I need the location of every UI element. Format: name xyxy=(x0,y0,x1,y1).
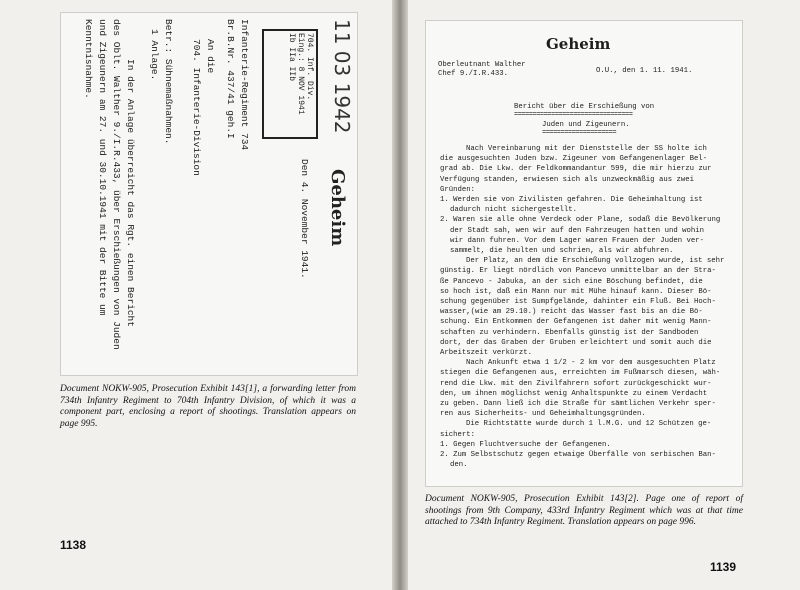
report-line: den. xyxy=(450,461,468,470)
stamp-line: Ib IIa IIb xyxy=(287,33,296,82)
title-underline: ==================== xyxy=(542,129,617,137)
report-line: ren aus Sicherheits- und Geheimhaltungsgründen. xyxy=(440,410,646,419)
report-line: sichert: xyxy=(440,430,476,439)
report-line: Nach Ankunft etwa 1 1/2 - 2 km vor dem ausgesuchten Platz xyxy=(466,359,716,368)
letter-body: und Zigeunern am 27. und 30.10.1941 mit der Bitte um xyxy=(97,19,108,316)
letter-subject: Betr.: Sühnemaßnahmen. xyxy=(163,19,174,145)
report-line: wasser,(wie am 29.10.) reicht das Wasser fast bis an die Bö- xyxy=(440,308,703,317)
letter-reference: Br.B.Nr. 437/41 geh.I xyxy=(225,19,236,139)
report-line: wir dann fuhren. Vor dem Lager waren Frauen der Juden ver- xyxy=(450,236,704,245)
stamp-line: Eing.: 8 NOV 1941 xyxy=(296,33,305,115)
report-line: ße Pancevo - Jabuka, an der sich eine Böschung befindet, die xyxy=(440,277,703,286)
report-line: Verfügung standen, erwiesen sich als unzweckmäßig aus zwei xyxy=(440,175,694,184)
letter-enclosure: 1 Anlage. xyxy=(149,29,160,81)
left-document-photo xyxy=(60,12,358,376)
right-page-number: 1139 xyxy=(710,560,737,574)
letter-body: des Oblt. Walther 9./I.R.433, über Erschießungen von Juden xyxy=(111,19,122,350)
letter-date: Den 4. November 1941. xyxy=(299,159,310,279)
report-line: den, um ihnen möglichst wenig Anhaltspunkte zu einem Verdacht xyxy=(440,389,708,398)
report-line: günstig. Er liegt nördlich von Pancevo unmittelbar an der Stra- xyxy=(440,267,716,276)
report-sender: Oberleutnant Walther xyxy=(438,61,526,69)
report-line: schung gegenüber ist Sumpfgelände, dahinter ein Fluß. Bei Hoch- xyxy=(440,298,716,306)
book-gutter xyxy=(392,0,408,590)
letter-sender: Infanterie-Regiment 734 xyxy=(239,19,250,151)
report-line: Der Platz, an dem die Erschießung vollzogen wurde, ist sehr xyxy=(466,257,725,266)
report-line: sammelt, die heulten und schrien, als wir abfuhren. xyxy=(450,247,674,255)
report-line: stiegen die Gefangenen aus, erreichten im Fußmarsch diesen, wäh- xyxy=(440,369,721,378)
report-line: 2. Zum Selbstschutz gegen etwaige Überfälle von serbischen Ban- xyxy=(440,451,716,459)
report-line: Die Richtstätte wurde durch 1 l.M.G. und 12 Schützen ge- xyxy=(466,420,712,429)
report-line: grad ab. Die Lkw. der Feldkommandantur 599, die mir hierzu zur xyxy=(440,165,712,174)
geheim-heading: Geheim xyxy=(327,169,348,247)
right-document-photo xyxy=(425,20,743,487)
report-line: schaften zu verhindern. Ebenfalls günstig ist der Sandboden xyxy=(440,328,699,337)
stamp-line: 704. Inf. Div. xyxy=(305,33,314,101)
left-page-number: 1138 xyxy=(60,538,87,552)
report-line: so hoch ist, daß ein Mann nur mit Mühe hinauf kann. Dieser Bö- xyxy=(440,287,712,296)
letter-to: An die xyxy=(205,39,216,74)
report-title: Juden und Zigeunern. xyxy=(542,121,630,129)
report-line: 1. Gegen Fluchtversuche der Gefangenen. xyxy=(440,440,611,449)
rotated-letter xyxy=(64,19,354,369)
title-underline: ================================ xyxy=(514,111,633,119)
receipt-stamp xyxy=(262,29,318,139)
right-caption: Document NOKW-905, Prosecution Exhibit 143[2]. Page one of report of shootings from 9th Company, 433rd Infantry Regiment which was at that time attached to 734th Infantry Regiment. Translation appears on page 996. xyxy=(425,494,743,527)
report-unit: Chef 9./I.R.433. xyxy=(438,70,509,78)
letter-division: 704. Infanterie-Division xyxy=(191,39,202,176)
report-line: die ausgesuchten Juden bzw. Zigeuner vom Gefangenenlager Bel- xyxy=(440,155,708,164)
report-line: schung. Ein Entkommen der Gefangenen ist daher mit wenig Mann- xyxy=(440,318,712,327)
letter-body: In der Anlage überreicht das Rgt. einen Bericht xyxy=(125,59,136,327)
report-line: Gründen: xyxy=(440,185,476,194)
handwritten-number: 11 03 1942 xyxy=(330,19,354,134)
letter-body: Kenntnisnahme. xyxy=(83,19,94,99)
report-line: dadurch nicht sichergestellt. xyxy=(450,206,577,215)
report-date: O.U., den 1. 11. 1941. xyxy=(596,67,693,75)
report-line: zu geben. Dann ließ ich die Straße für sämtlichen Verkehr sper- xyxy=(440,400,716,408)
report-line: Arbeitszeit verkürzt. xyxy=(440,349,532,357)
report-line: dort, der das Graben der Gruben erleichtert und somit auch die xyxy=(440,338,712,347)
report-line: der Stadt sah, wen wir auf den Fahrzeugen hatten und wohin xyxy=(450,226,704,235)
left-caption: Document NOKW-905, Prosecution Exhibit 143[1], a forwarding letter from 734th Infantry Regiment to 704th Infantry Division, of which it was a component part, enclosing a report of shootings. Translation appears on page 995. xyxy=(60,384,356,429)
report-line: Nach Vereinbarung mit der Dienststelle der SS holte ich xyxy=(466,145,707,153)
report-line: 1. Werden sie von Zivilisten gefahren. Die Geheimhaltung ist xyxy=(440,196,703,204)
report-line: 2. Waren sie alle ohne Verdeck oder Plane, sodaß die Bevölkerung xyxy=(440,216,721,225)
report-line: rend die Lkw. mit den Zivilfahrern sofort zurückgeschickt wur- xyxy=(440,379,712,388)
report-title: Bericht über die Erschießung von xyxy=(514,103,655,111)
geheim-heading: Geheim xyxy=(546,35,611,53)
